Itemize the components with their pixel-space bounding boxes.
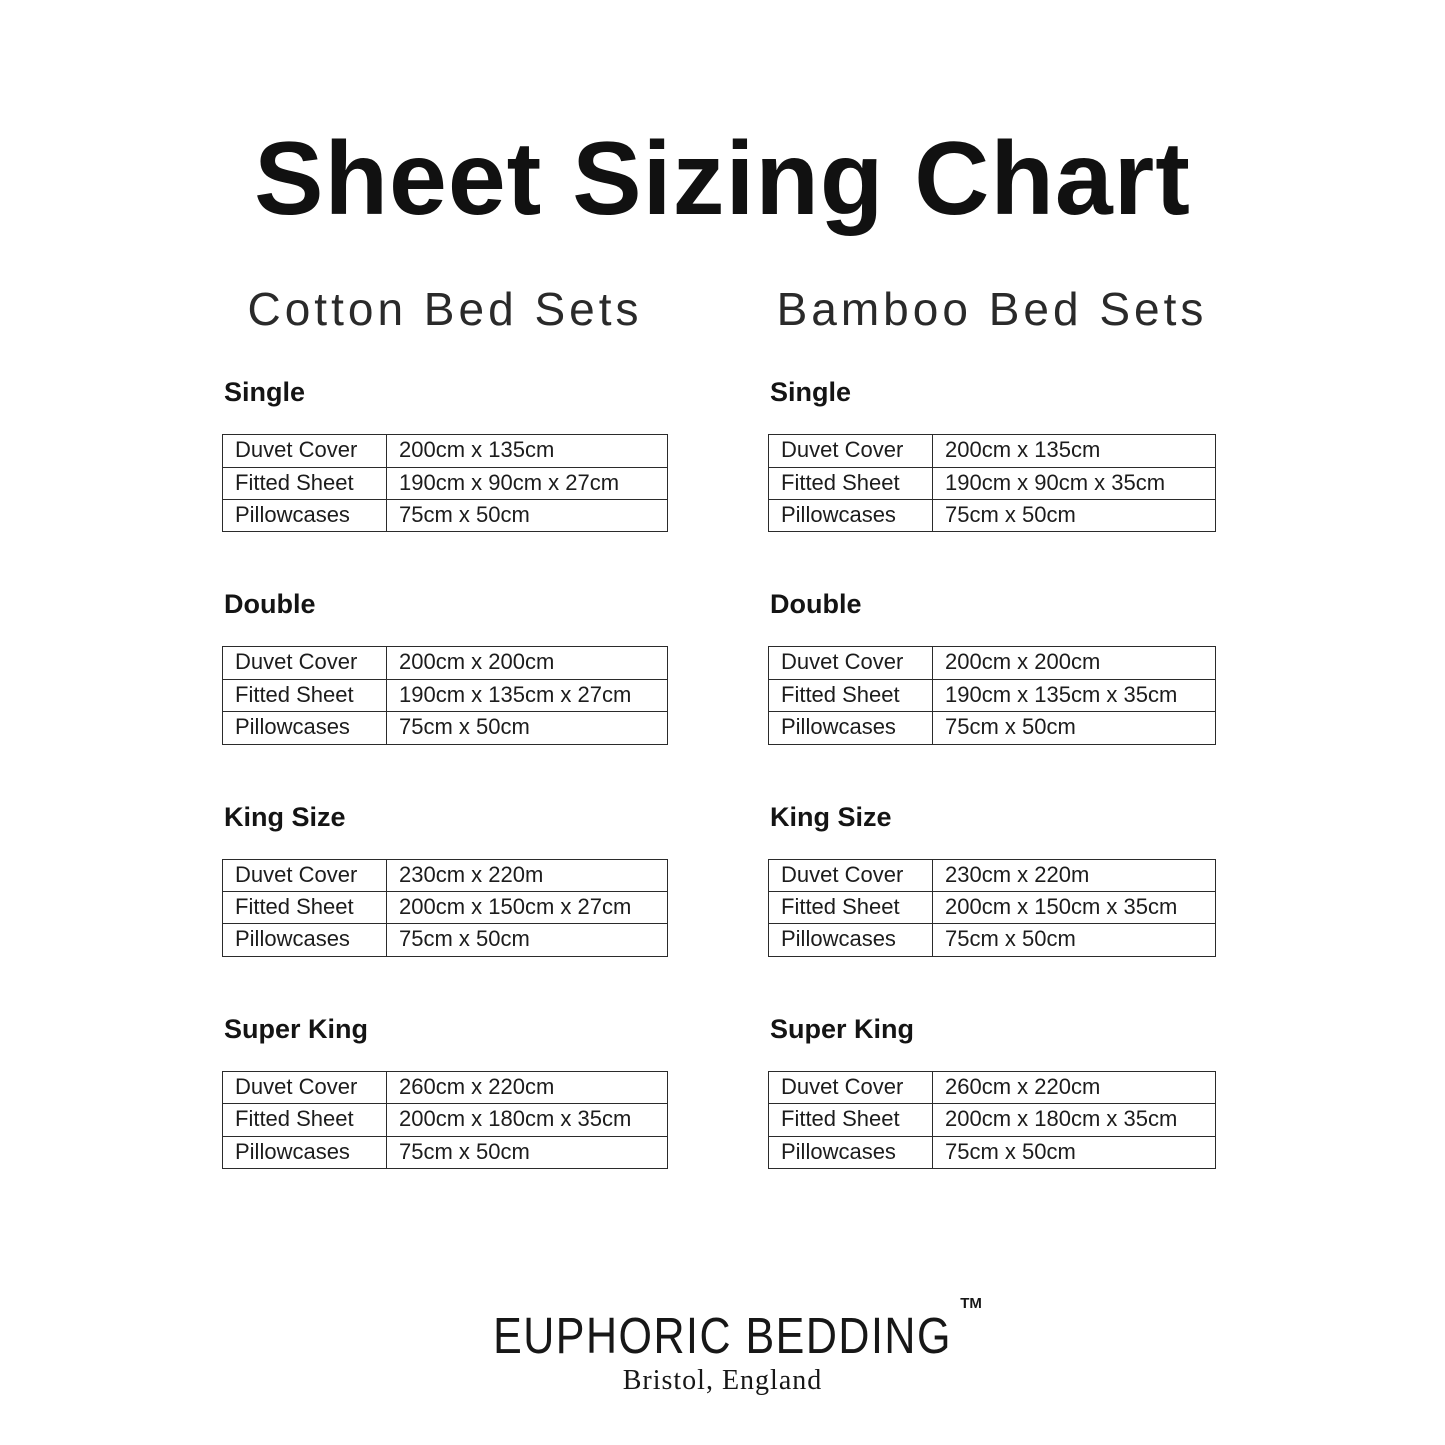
dimension-value-cell: 75cm x 50cm [933, 1136, 1216, 1168]
item-label-cell: Duvet Cover [769, 435, 933, 467]
item-label-cell: Fitted Sheet [769, 892, 933, 924]
item-label-cell: Fitted Sheet [223, 1104, 387, 1136]
bamboo-superking-section [768, 1014, 1216, 1169]
dimension-value-cell: 230cm x 220m [933, 859, 1216, 891]
table-row [769, 712, 1216, 744]
item-label-cell: Duvet Cover [223, 1071, 387, 1103]
dimension-value-cell: 190cm x 135cm x 35cm [933, 679, 1216, 711]
bamboo-superking-table [768, 1071, 1216, 1169]
item-label-cell: Fitted Sheet [223, 467, 387, 499]
table-row [223, 1071, 668, 1103]
bamboo-column-heading: Bamboo Bed Sets [776, 283, 1208, 335]
dimension-value-cell: 200cm x 180cm x 35cm [933, 1104, 1216, 1136]
item-label-cell: Duvet Cover [769, 1071, 933, 1103]
dimension-value-cell: 75cm x 50cm [933, 712, 1216, 744]
item-label-cell: Duvet Cover [223, 859, 387, 891]
cotton-superking-section [222, 1014, 668, 1169]
cotton-column-heading: Cotton Bed Sets [247, 283, 643, 335]
brand-logo [493, 1295, 982, 1365]
dimension-value-cell: 75cm x 50cm [933, 924, 1216, 956]
footer [0, 1295, 1445, 1397]
size-heading-single: Single [224, 377, 306, 408]
table-row [223, 647, 668, 679]
dimension-value-cell: 75cm x 50cm [387, 924, 668, 956]
size-heading-double: Double [770, 589, 862, 620]
item-label-cell: Duvet Cover [769, 647, 933, 679]
size-heading-king: King Size [770, 801, 892, 832]
table-row [769, 500, 1216, 532]
dimension-value-cell: 75cm x 50cm [933, 500, 1216, 532]
item-label-cell: Pillowcases [769, 924, 933, 956]
brand-location: Bristol, England [622, 1365, 823, 1396]
item-label-cell: Fitted Sheet [223, 892, 387, 924]
cotton-king-section [222, 802, 668, 957]
dimension-value-cell: 200cm x 135cm [933, 435, 1216, 467]
dimension-value-cell: 75cm x 50cm [387, 712, 668, 744]
item-label-cell: Pillowcases [769, 712, 933, 744]
cotton-single-section [222, 377, 668, 532]
cotton-king-table [222, 859, 668, 957]
table-row [223, 859, 668, 891]
trademark-symbol: TM [960, 1295, 982, 1312]
table-row [769, 1071, 1216, 1103]
size-heading-double: Double [224, 589, 316, 620]
table-row [769, 467, 1216, 499]
cotton-single-table [222, 434, 668, 532]
item-label-cell: Duvet Cover [769, 859, 933, 891]
bed-set-columns [222, 282, 1216, 1226]
bamboo-single-section [768, 377, 1216, 532]
item-label-cell: Fitted Sheet [769, 679, 933, 711]
table-row [769, 1104, 1216, 1136]
page-title: Sheet Sizing Chart [254, 120, 1191, 237]
dimension-value-cell: 200cm x 150cm x 35cm [933, 892, 1216, 924]
item-label-cell: Fitted Sheet [223, 679, 387, 711]
bamboo-king-section [768, 802, 1216, 957]
dimension-value-cell: 200cm x 200cm [387, 647, 668, 679]
size-heading-superking: Super King [770, 1013, 915, 1044]
cotton-double-table [222, 646, 668, 744]
table-row [223, 467, 668, 499]
bamboo-column [768, 282, 1216, 1226]
table-row [769, 435, 1216, 467]
bamboo-double-section [768, 589, 1216, 744]
item-label-cell: Pillowcases [769, 500, 933, 532]
item-label-cell: Pillowcases [223, 1136, 387, 1168]
dimension-value-cell: 200cm x 150cm x 27cm [387, 892, 668, 924]
table-row [769, 892, 1216, 924]
size-heading-single: Single [770, 377, 852, 408]
table-row [769, 924, 1216, 956]
dimension-value-cell: 190cm x 135cm x 27cm [387, 679, 668, 711]
item-label-cell: Duvet Cover [223, 435, 387, 467]
item-label-cell: Duvet Cover [223, 647, 387, 679]
item-label-cell: Pillowcases [223, 924, 387, 956]
brand-name: EUPHORIC BEDDING [493, 1308, 952, 1365]
item-label-cell: Pillowcases [223, 712, 387, 744]
table-row [223, 712, 668, 744]
item-label-cell: Pillowcases [769, 1136, 933, 1168]
dimension-value-cell: 200cm x 135cm [387, 435, 668, 467]
dimension-value-cell: 260cm x 220cm [933, 1071, 1216, 1103]
dimension-value-cell: 190cm x 90cm x 27cm [387, 467, 668, 499]
table-row [223, 924, 668, 956]
cotton-double-section [222, 589, 668, 744]
table-row [223, 435, 668, 467]
table-row [769, 647, 1216, 679]
item-label-cell: Pillowcases [223, 500, 387, 532]
table-row [223, 892, 668, 924]
table-row [769, 1136, 1216, 1168]
item-label-cell: Fitted Sheet [769, 467, 933, 499]
cotton-superking-table [222, 1071, 668, 1169]
bamboo-double-table [768, 646, 1216, 744]
table-row [769, 859, 1216, 891]
table-row [223, 1104, 668, 1136]
bamboo-single-table [768, 434, 1216, 532]
table-row [223, 679, 668, 711]
bamboo-king-table [768, 859, 1216, 957]
table-row [769, 679, 1216, 711]
size-heading-superking: Super King [224, 1013, 369, 1044]
dimension-value-cell: 75cm x 50cm [387, 1136, 668, 1168]
item-label-cell: Fitted Sheet [769, 1104, 933, 1136]
table-row [223, 1136, 668, 1168]
dimension-value-cell: 260cm x 220cm [387, 1071, 668, 1103]
dimension-value-cell: 75cm x 50cm [387, 500, 668, 532]
dimension-value-cell: 200cm x 200cm [933, 647, 1216, 679]
dimension-value-cell: 230cm x 220m [387, 859, 668, 891]
dimension-value-cell: 190cm x 90cm x 35cm [933, 467, 1216, 499]
dimension-value-cell: 200cm x 180cm x 35cm [387, 1104, 668, 1136]
table-row [223, 500, 668, 532]
size-heading-king: King Size [224, 801, 346, 832]
cotton-column [222, 282, 668, 1226]
